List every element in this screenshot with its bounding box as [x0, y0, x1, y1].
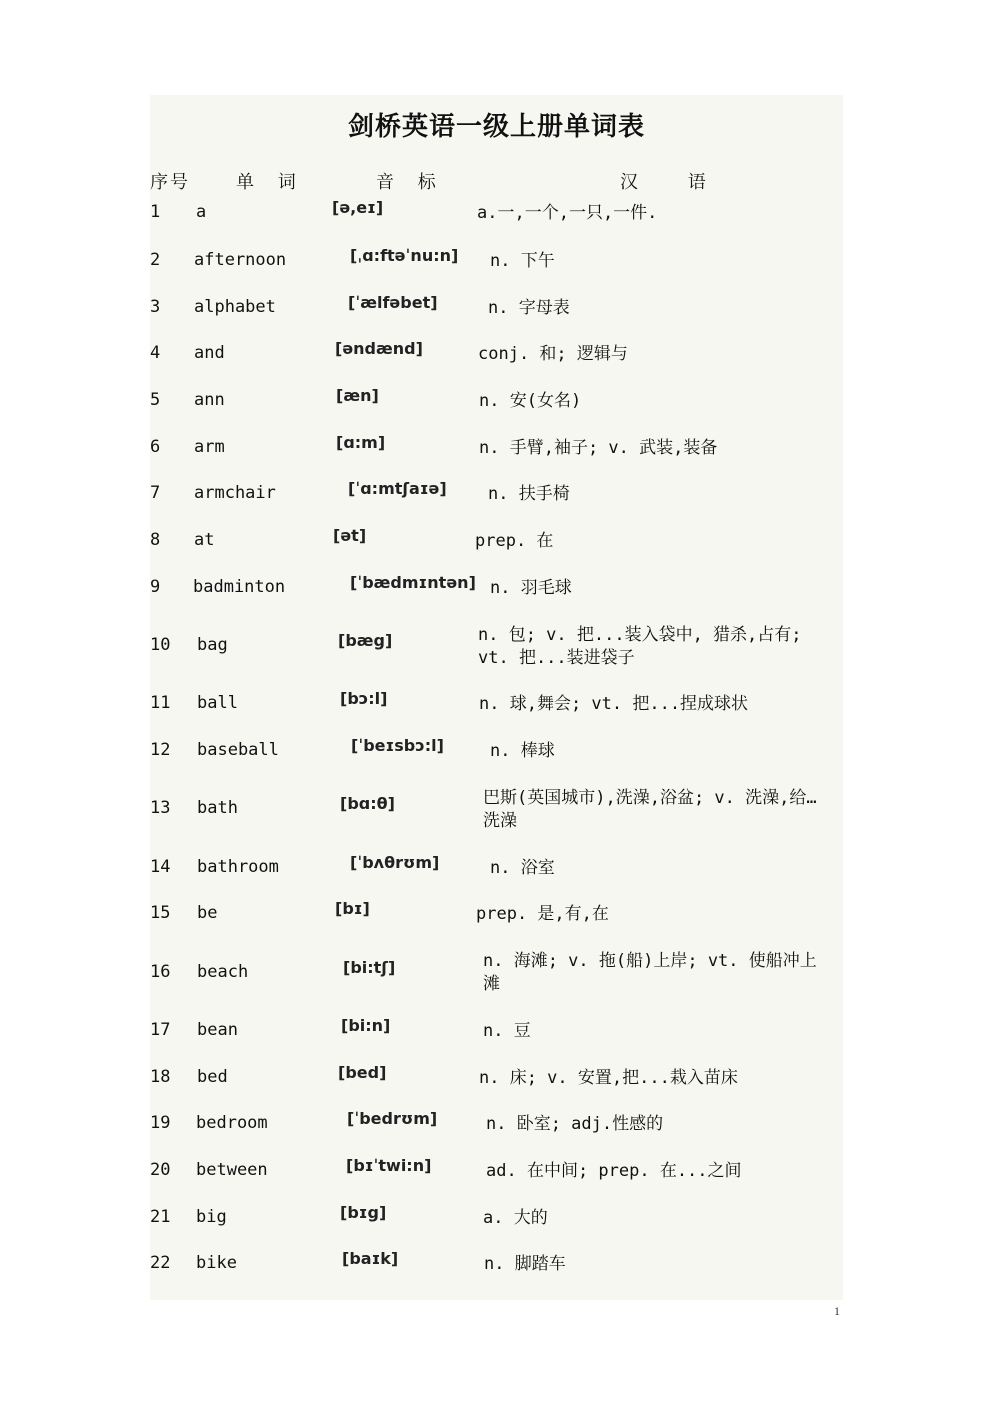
row-phonetic: [bɑ:θ]	[340, 794, 395, 813]
row-chinese: n. 羽毛球	[490, 578, 572, 598]
row-chinese: n. 海滩; v. 拖(船)上岸; vt. 使船冲上滩	[483, 951, 817, 994]
row-index: 11	[150, 693, 171, 713]
row-word: and	[194, 343, 225, 363]
row-index: 8	[150, 530, 161, 550]
row-chinese: a. 大的	[483, 1208, 548, 1228]
row-chinese: a.一,一个,一只,一件.	[477, 203, 658, 223]
row-index: 20	[150, 1160, 171, 1180]
row-phonetic: [ət]	[333, 526, 367, 545]
row-chinese: n. 球,舞会; vt. 把...捏成球状	[479, 694, 749, 714]
row-index: 13	[150, 798, 171, 818]
row-word: alphabet	[194, 297, 276, 317]
row-index: 12	[150, 740, 171, 760]
row-word: bike	[196, 1253, 237, 1273]
row-chinese: n. 字母表	[488, 298, 570, 318]
row-index: 5	[150, 390, 161, 410]
row-chinese: n. 下午	[490, 251, 555, 271]
row-chinese: n. 棒球	[490, 741, 555, 761]
row-phonetic: [bɪg]	[340, 1203, 387, 1222]
row-word: armchair	[194, 483, 276, 503]
row-word: bed	[197, 1067, 228, 1087]
row-phonetic: [bɪˈtwi:n]	[346, 1156, 432, 1175]
row-phonetic: [ˈbʌθrʊm]	[350, 853, 440, 872]
row-index: 1	[150, 202, 161, 222]
row-phonetic: [ˈbeɪsbɔ:l]	[351, 736, 444, 755]
row-chinese: n. 安(女名)	[479, 391, 582, 411]
row-phonetic: [ˌɑ:ftəˈnu:n]	[350, 246, 459, 265]
row-chinese: n. 卧室; adj.性感的	[486, 1114, 664, 1134]
row-chinese: n. 脚踏车	[484, 1254, 566, 1274]
row-phonetic: [bed]	[338, 1063, 387, 1082]
row-chinese: prep. 是,有,在	[476, 904, 609, 924]
row-index: 10	[150, 635, 171, 655]
row-word: bathroom	[197, 857, 279, 877]
header-index: 序号	[150, 172, 190, 193]
row-word: a	[196, 202, 207, 222]
row-index: 3	[150, 297, 161, 317]
row-chinese: n. 浴室	[490, 858, 555, 878]
row-chinese: ad. 在中间; prep. 在...之间	[486, 1161, 742, 1181]
row-word: beach	[197, 962, 249, 982]
row-word: big	[196, 1207, 227, 1227]
row-word: afternoon	[194, 250, 287, 270]
row-word: bath	[197, 798, 238, 818]
row-chinese: n. 扶手椅	[488, 484, 570, 504]
row-index: 19	[150, 1113, 171, 1133]
row-word: arm	[194, 437, 225, 457]
row-index: 15	[150, 903, 171, 923]
row-phonetic: [ˈælfəbet]	[348, 293, 438, 312]
header-word: 单 词	[236, 172, 298, 193]
row-index: 16	[150, 962, 171, 982]
row-phonetic: [bɪ]	[335, 899, 370, 918]
row-index: 7	[150, 483, 161, 503]
row-phonetic: [əndænd]	[335, 339, 423, 358]
row-word: ann	[194, 390, 225, 410]
row-chinese: n. 手臂,袖子; v. 武装,装备	[479, 438, 718, 458]
row-chinese: 巴斯(英国城市),洗澡,浴盆; v. 洗澡,给…洗澡	[483, 788, 817, 831]
row-phonetic: [ɑ:m]	[336, 433, 386, 452]
row-index: 9	[150, 577, 161, 597]
row-index: 21	[150, 1207, 171, 1227]
row-phonetic: [æn]	[336, 386, 379, 405]
row-phonetic: [ˈbedrʊm]	[347, 1109, 438, 1128]
row-word: ball	[197, 693, 238, 713]
row-word: bag	[197, 635, 228, 655]
row-index: 4	[150, 343, 161, 363]
row-phonetic: [bi:n]	[341, 1016, 391, 1035]
row-index: 17	[150, 1020, 171, 1040]
row-chinese: n. 床; v. 安置,把...栽入苗床	[479, 1068, 738, 1088]
row-phonetic: [bi:tʃ]	[343, 958, 396, 977]
page-number: 1	[834, 1304, 840, 1318]
row-word: bedroom	[196, 1113, 268, 1133]
row-word: baseball	[197, 740, 279, 760]
row-phonetic: [baɪk]	[342, 1249, 399, 1268]
row-index: 6	[150, 437, 161, 457]
row-word: between	[196, 1160, 268, 1180]
row-index: 22	[150, 1253, 171, 1273]
row-phonetic: [ˈɑ:mtʃaɪə]	[348, 479, 447, 498]
row-chinese: n. 豆	[483, 1021, 531, 1041]
row-phonetic: [bɔ:l]	[340, 689, 388, 708]
row-phonetic: [ə,eɪ]	[332, 198, 384, 217]
row-chinese: conj. 和; 逻辑与	[478, 344, 628, 364]
header-chinese: 汉 语	[620, 172, 708, 193]
row-phonetic: [ˈbædmɪntən]	[350, 573, 476, 592]
row-chinese: prep. 在	[475, 531, 554, 551]
page-title: 剑桥英语一级上册单词表	[347, 112, 645, 142]
row-index: 14	[150, 857, 171, 877]
row-word: be	[197, 903, 218, 923]
row-word: bean	[197, 1020, 238, 1040]
row-index: 18	[150, 1067, 171, 1087]
row-word: badminton	[193, 577, 286, 597]
row-phonetic: [bæg]	[338, 631, 393, 650]
header-phonetic: 音 标	[376, 172, 438, 193]
row-word: at	[194, 530, 215, 550]
row-chinese: n. 包; v. 把...装入袋中, 猎杀,占有; vt. 把...装进袋子	[478, 625, 802, 668]
row-index: 2	[150, 250, 161, 270]
